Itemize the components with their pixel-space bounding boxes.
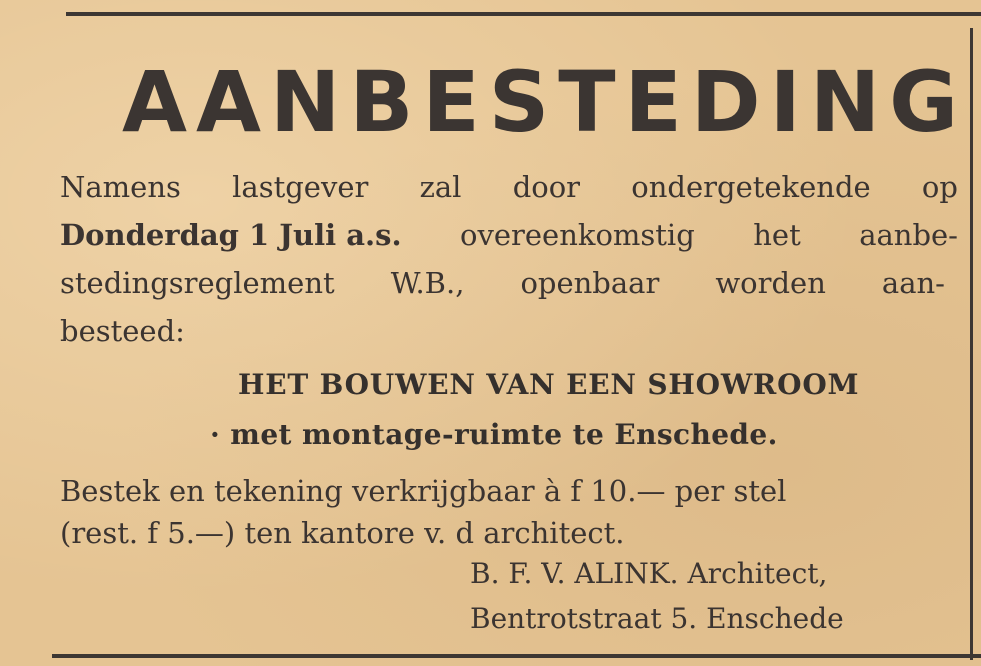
intro-line-4 [60, 307, 958, 355]
intro-line-2 [60, 211, 958, 259]
work-subtitle: · met montage-ruimte te Enschede. [210, 418, 778, 451]
word: Namens [60, 170, 181, 204]
word: aanbe- [859, 218, 958, 252]
word: W.B., [390, 266, 465, 300]
word: stedingsreglement [60, 266, 335, 300]
intro-line-3 [60, 259, 945, 307]
word: door [512, 170, 581, 204]
top-rule [66, 12, 981, 16]
intro-line-1 [60, 163, 958, 211]
right-rule [970, 28, 973, 660]
bottom-rule [52, 654, 981, 658]
word: lastgever [232, 170, 369, 204]
terms-line-1: Bestek en tekening verkrijgbaar à f 10.— per stel [60, 474, 787, 508]
word: overeenkomstig [460, 218, 695, 252]
word: ondergetekende [631, 170, 871, 204]
date-text: Donderdag 1 Juli a.s. [60, 218, 402, 252]
word: worden [715, 266, 826, 300]
word: openbaar [520, 266, 660, 300]
intro-paragraph [60, 163, 958, 355]
word: het [753, 218, 801, 252]
word: aan- [881, 266, 945, 300]
word: op [921, 170, 958, 204]
signature-address: Bentrotstraat 5. Enschede [470, 602, 844, 635]
headline: AANBESTEDING [122, 53, 968, 151]
word: zal [419, 170, 462, 204]
work-title: HET BOUWEN VAN EEN SHOWROOM [238, 368, 860, 401]
word: besteed: [60, 314, 185, 348]
signature-name: B. F. V. ALINK. Architect, [470, 557, 828, 590]
terms-line-2: (rest. f 5.—) ten kantore v. d architect. [60, 516, 625, 550]
